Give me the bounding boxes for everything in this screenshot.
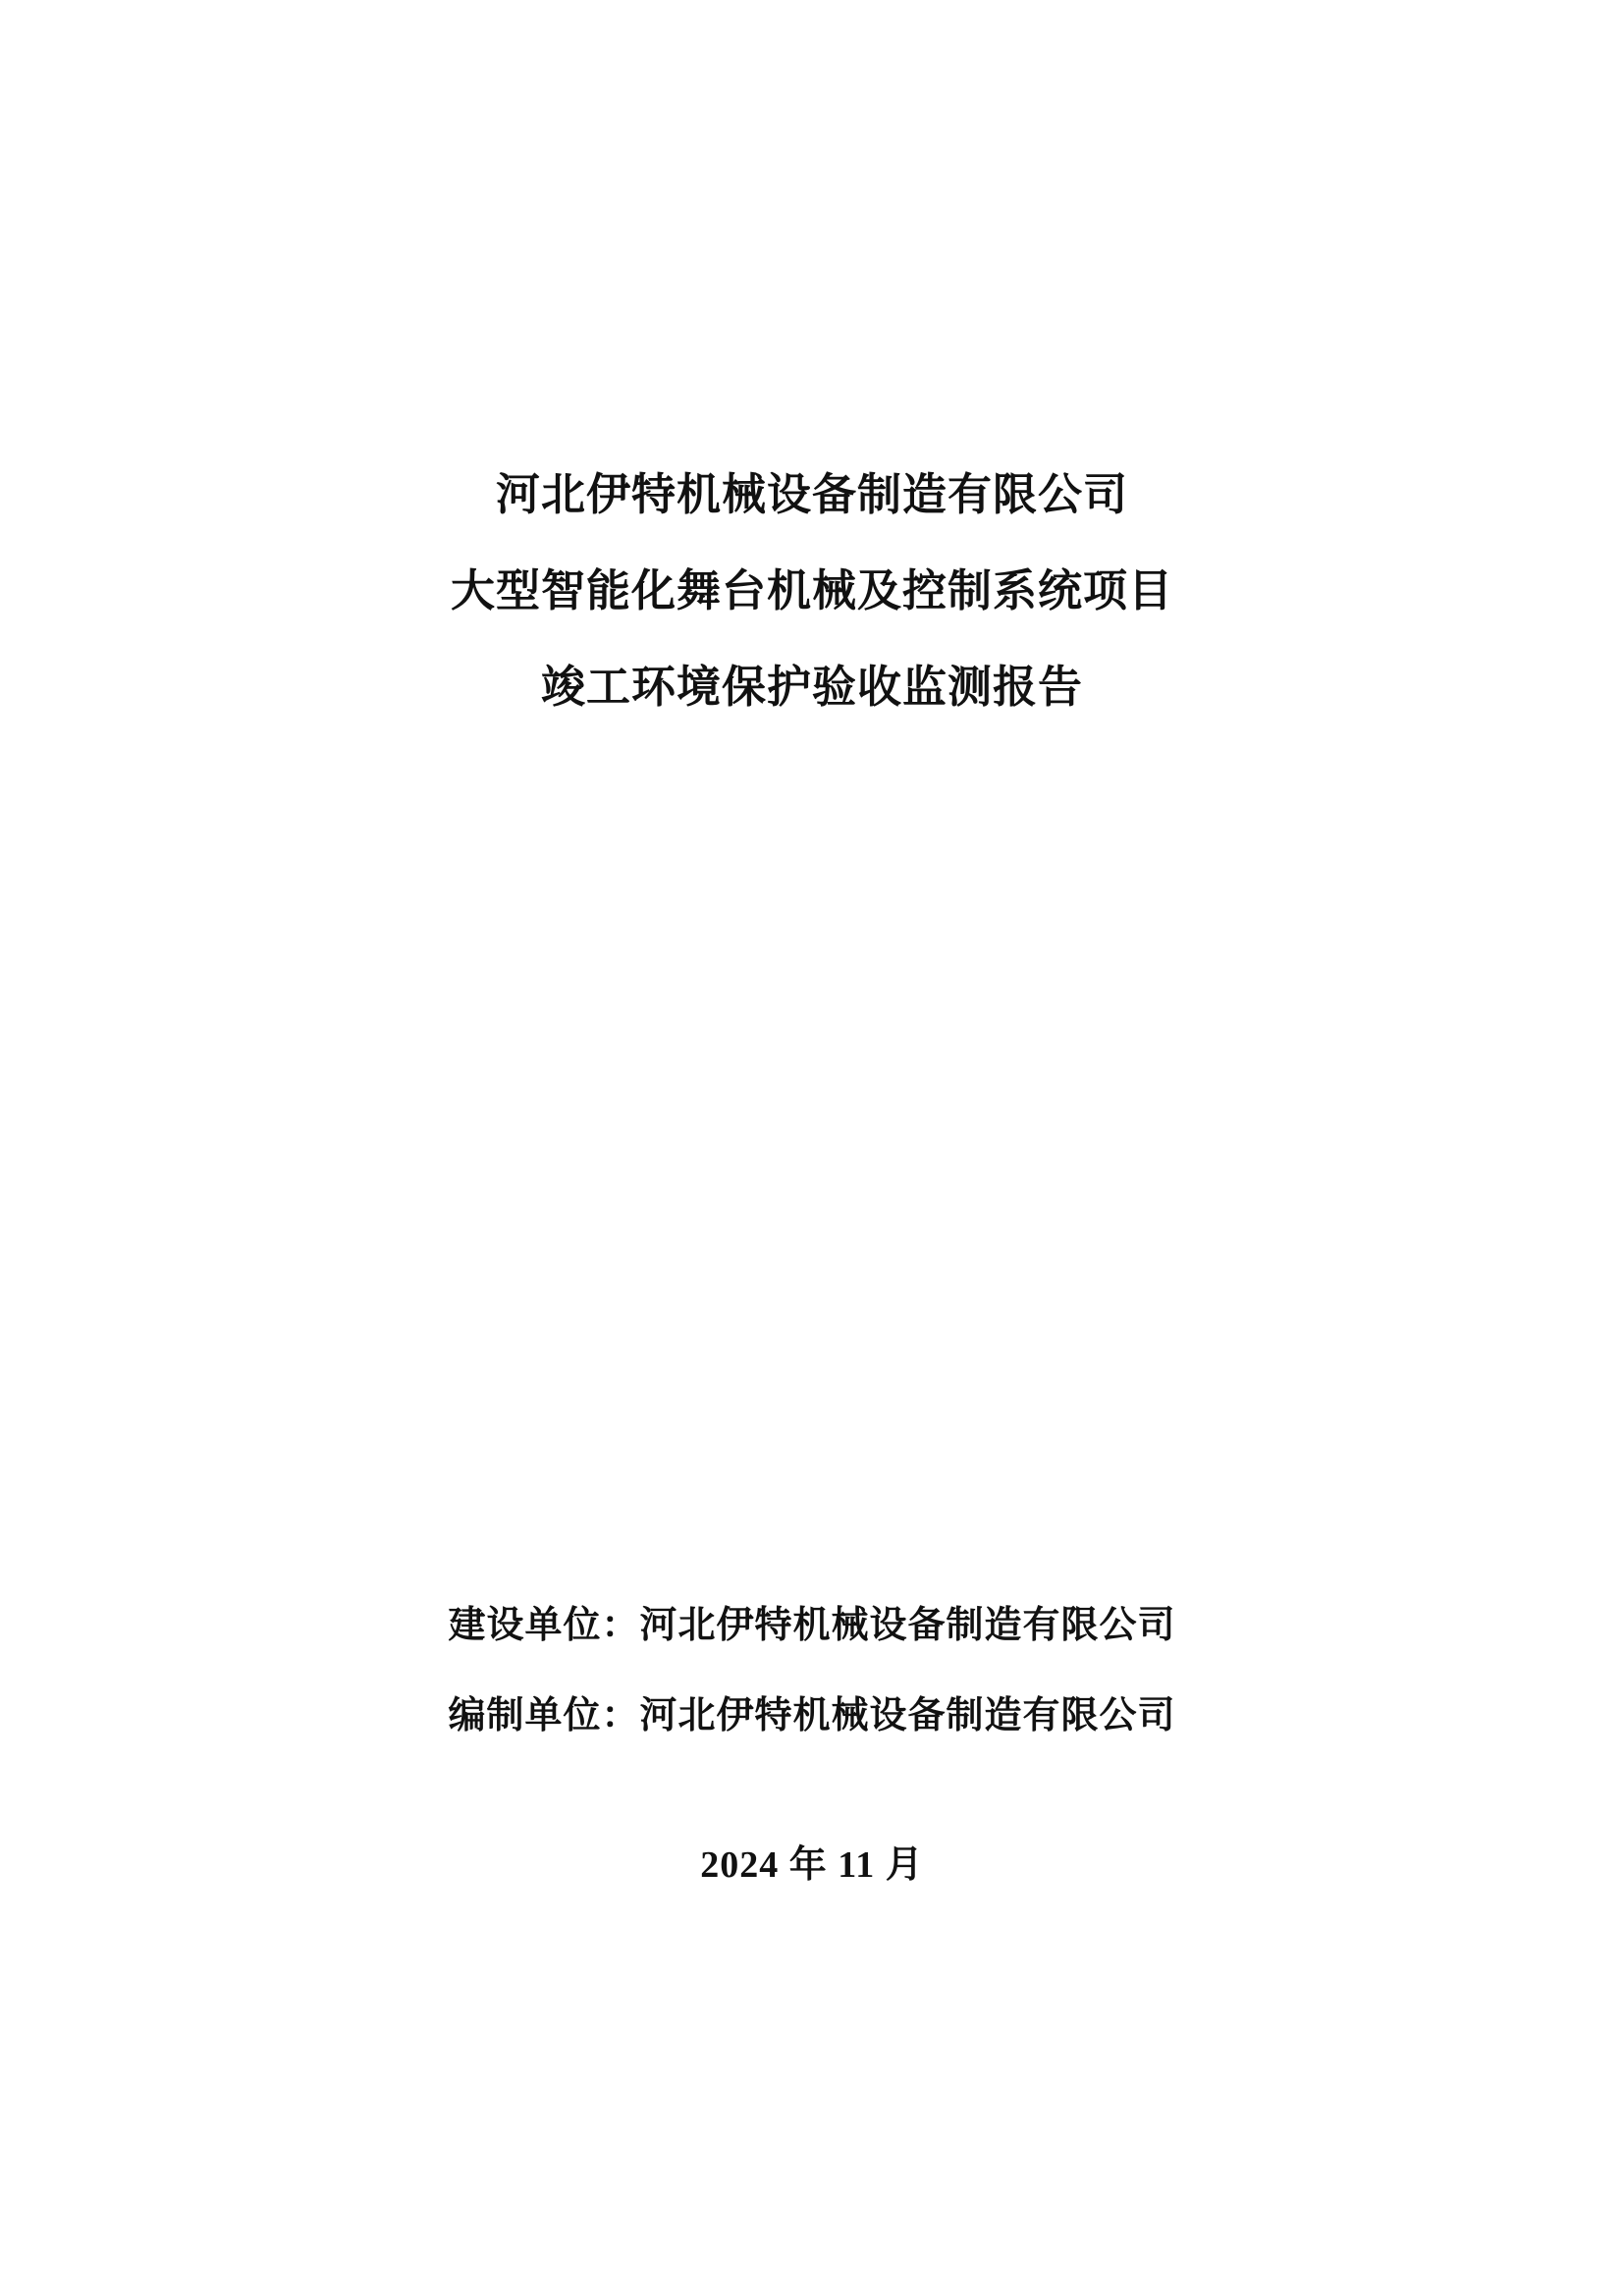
preparation-unit-text: 编制单位：河北伊特机械设备制造有限公司	[448, 1695, 1176, 1736]
title-line-3: 竣工环境保护验收监测报告	[540, 662, 1083, 712]
title-line-1: 河北伊特机械设备制造有限公司	[495, 469, 1128, 519]
construction-unit-line	[0, 1580, 1624, 1671]
organization-block	[0, 1580, 1624, 1761]
title-line-2: 大型智能化舞台机械及控制系统项目	[450, 565, 1173, 615]
title-block	[0, 447, 1624, 735]
construction-unit-text: 建设单位：河北伊特机械设备制造有限公司	[448, 1605, 1176, 1646]
date-block	[0, 1836, 1624, 1895]
preparation-unit-line	[0, 1671, 1624, 1761]
document-date: 2024 年 11 月	[700, 1844, 924, 1886]
